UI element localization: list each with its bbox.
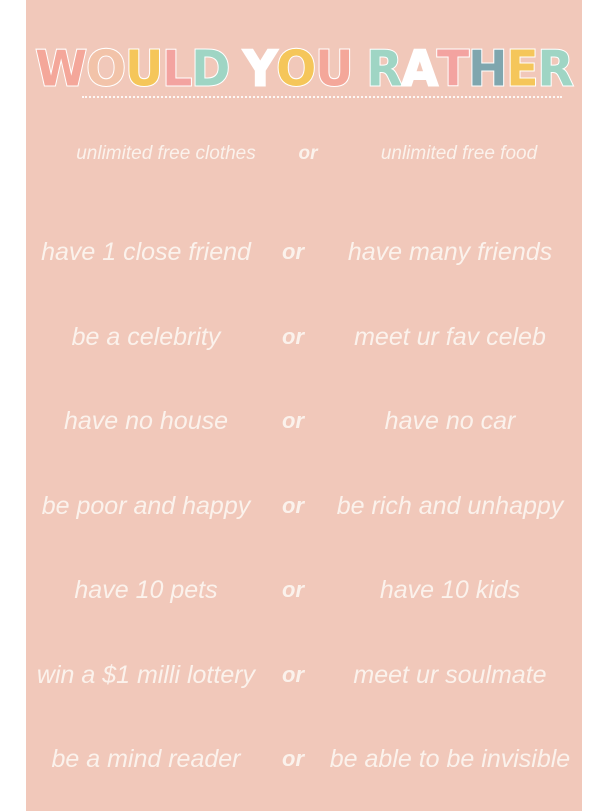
title-letters [35,42,572,97]
would-you-rather-card [26,0,582,811]
question-row [26,232,582,272]
option-right: be rich and unhappy [336,492,564,520]
question-row [26,655,582,695]
title-letter: U [315,40,353,99]
option-right: have many friends [347,238,553,266]
or-label: or [282,662,304,687]
option-right: meet ur soulmate [353,661,547,689]
or-label: or [282,239,304,264]
title-letter: Y [243,40,277,99]
option-left: be a celebrity [71,323,221,351]
option-right: meet ur fav celeb [354,323,546,351]
option-right: be able to be invisible [329,745,571,773]
question-row [26,134,582,174]
option-left: have 1 close friend [41,238,251,266]
title-letter: R [366,40,402,99]
title-letter: L [162,40,192,99]
title-underline [82,96,562,98]
title-letter: U [125,40,163,99]
or-label: or [282,324,304,349]
title-letter: D [191,40,230,99]
option-left: have 10 pets [74,576,218,604]
option-left: be a mind reader [51,745,241,773]
title-letter: A [401,40,437,99]
title-letter: R [537,40,573,99]
or-label: or [282,493,304,518]
option-right: unlimited free food [380,143,538,164]
title-letter: H [468,40,507,99]
title-letter: O [86,40,126,99]
question-row [26,317,582,357]
title-letter: E [506,40,538,99]
option-right: have no car [384,407,516,435]
question-row [26,739,582,779]
question-row [26,486,582,526]
option-left: be poor and happy [41,492,251,520]
question-row [26,401,582,441]
title-letter: W [35,40,87,99]
page-title [26,40,582,100]
title-letter: O [276,40,316,99]
option-left: unlimited free clothes [76,143,256,164]
or-label: or [282,408,304,433]
title-letter: T [437,40,469,99]
question-row [26,570,582,610]
or-label: or [282,577,304,602]
or-label: or [282,746,304,771]
option-right: have 10 kids [379,576,521,604]
or-label: or [298,143,318,164]
option-left: win a $1 milli lottery [36,661,256,689]
option-left: have no house [63,407,229,435]
